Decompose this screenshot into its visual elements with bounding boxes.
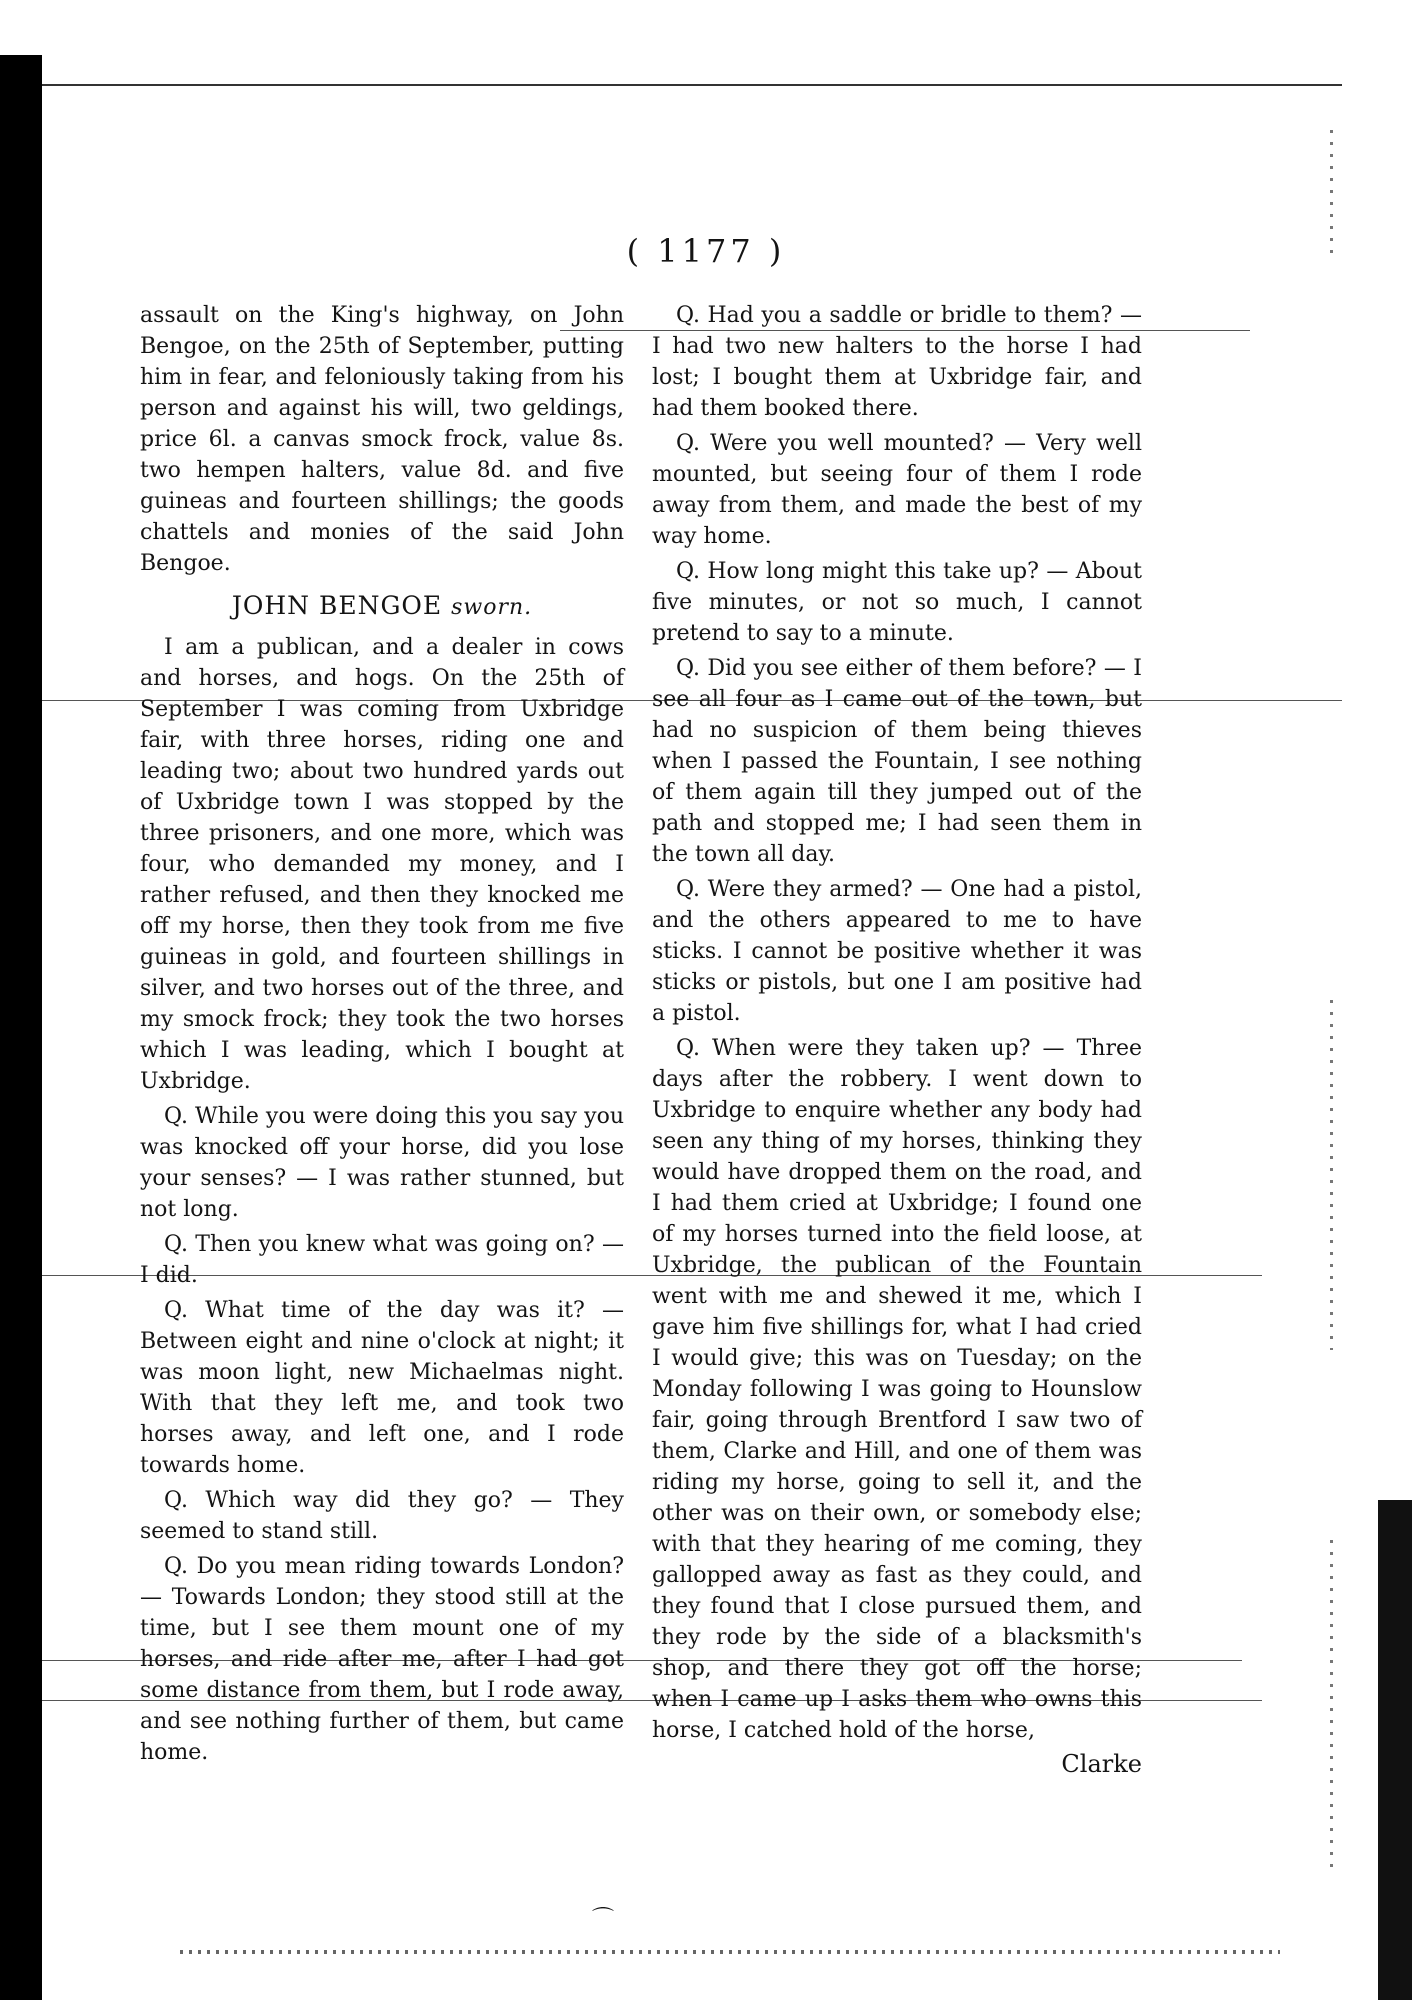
scan-binding-edge <box>0 55 42 2000</box>
scan-binding-edge-right <box>1378 1500 1412 2000</box>
testimony-paragraph: Q. Which way did they go? — They seemed to stand still. <box>140 1488 624 1544</box>
printers-mark: ⌒ <box>592 1907 615 1932</box>
witness-heading <box>140 591 624 620</box>
testimony-paragraph: Q. What time of the day was it? — Between eight and nine o'clock at night; it was moon light, new Michaelmas night. With that they left me, and took two horses away, and left one, and I rode towards home. <box>140 1298 624 1478</box>
testimony-paragraph: Q. Then you knew what was going on? — I did. <box>140 1232 624 1288</box>
scan-noise <box>1330 1540 1333 1870</box>
testimony-paragraph: Q. Do you mean riding towards London? — Towards London; they stood still at the time, but I see them mount one of my horses, and ride after me, after I had got some distance from them, but I rode away, and see nothing further of them, but came home. <box>140 1554 624 1765</box>
left-column <box>140 300 624 1772</box>
testimony-paragraph: Q. Had you a saddle or bridle to them? — I had two new halters to the horse I had lost; I bought them at Uxbridge fair, and had them booked there. <box>652 303 1142 421</box>
testimony-paragraph: Q. Were you well mounted? — Very well mounted, but seeing four of them I rode away from them, and made the best of my way home. <box>652 431 1142 549</box>
testimony-paragraph: Q. While you were doing this you say you was knocked off your horse, did you lose your senses? — I was rather stunned, but not long. <box>140 1104 624 1222</box>
catchword: Clarke <box>1061 1750 1142 1778</box>
testimony-paragraph: Q. When were they taken up? — Three days after the robbery. I went down to Uxbridge to enquire whether any body had seen any thing of my horses, thinking they would have dropped them on the road, and I had them cried at Uxbridge; I found one of my horses turned into the field loose, at Uxbridge, the publican of the Fountain went with me and shewed it me, which I gave him five shillings for, what I had cried I would give; this was on Tuesday; on the Monday following I was going to Hounslow fair, going through Brentford I saw two of them, Clarke and Hill, and one of them was riding my horse, going to sell it, and the other was on their own, or somebody else; with that they hearing of me coming, they gallopped away as fast as they could, and they found that I close pursued them, and they rode by the side of a blacksmith's shop, and there they got off the horse; when I came up I asks them who owns this horse, I catched hold of the horse, <box>652 1036 1142 1743</box>
scan-noise <box>180 1950 1280 1954</box>
witness-sworn: sworn. <box>451 595 533 620</box>
indictment-paragraph: assault on the King's highway, on John Bengoe, on the 25th of September, putting him in fear, and feloniously taking from his person and against his will, two geldings, price 6l. a canvas smock frock, value 8s. two hempen halters, value 8d. and five guineas and fourteen shillings; the goods chattels and monies of the said John Bengoe. <box>140 303 624 576</box>
testimony-paragraph: Q. Did you see either of them before? — I see all four as I came out of the town, but had no suspicion of them being thieves when I passed the Fountain, I see nothing of them again till they jumped out of the path and stopped me; I had seen them in the town all day. <box>652 656 1142 867</box>
testimony-paragraph: I am a publican, and a dealer in cows and horses, and hogs. On the 25th of September I was coming from Uxbridge fair, with three horses, riding one and leading two; about two hundred yards out of Uxbridge town I was stopped by the three prisoners, and one more, which was four, who demanded my money, and I rather refused, and then they knocked me off my horse, then they took from me five guineas in gold, and fourteen shillings in silver, and two horses out of the three, and my smock frock; they took the two horses which I was leading, which I bought at Uxbridge. <box>140 635 624 1094</box>
testimony-paragraph: Q. Were they armed? — One had a pistol, and the others appeared to me to have sticks. I cannot be positive whether it was sticks or pistols, but one I am positive had a pistol. <box>652 877 1142 1026</box>
page-number: ( 1177 ) <box>626 232 786 270</box>
page-top-rule <box>42 84 1342 86</box>
testimony-paragraph: Q. How long might this take up? — About five minutes, or not so much, I cannot pretend to say to a minute. <box>652 559 1142 646</box>
right-column <box>652 300 1142 1778</box>
scan-noise <box>1330 1000 1333 1350</box>
witness-name: JOHN BENGOE <box>231 591 443 620</box>
